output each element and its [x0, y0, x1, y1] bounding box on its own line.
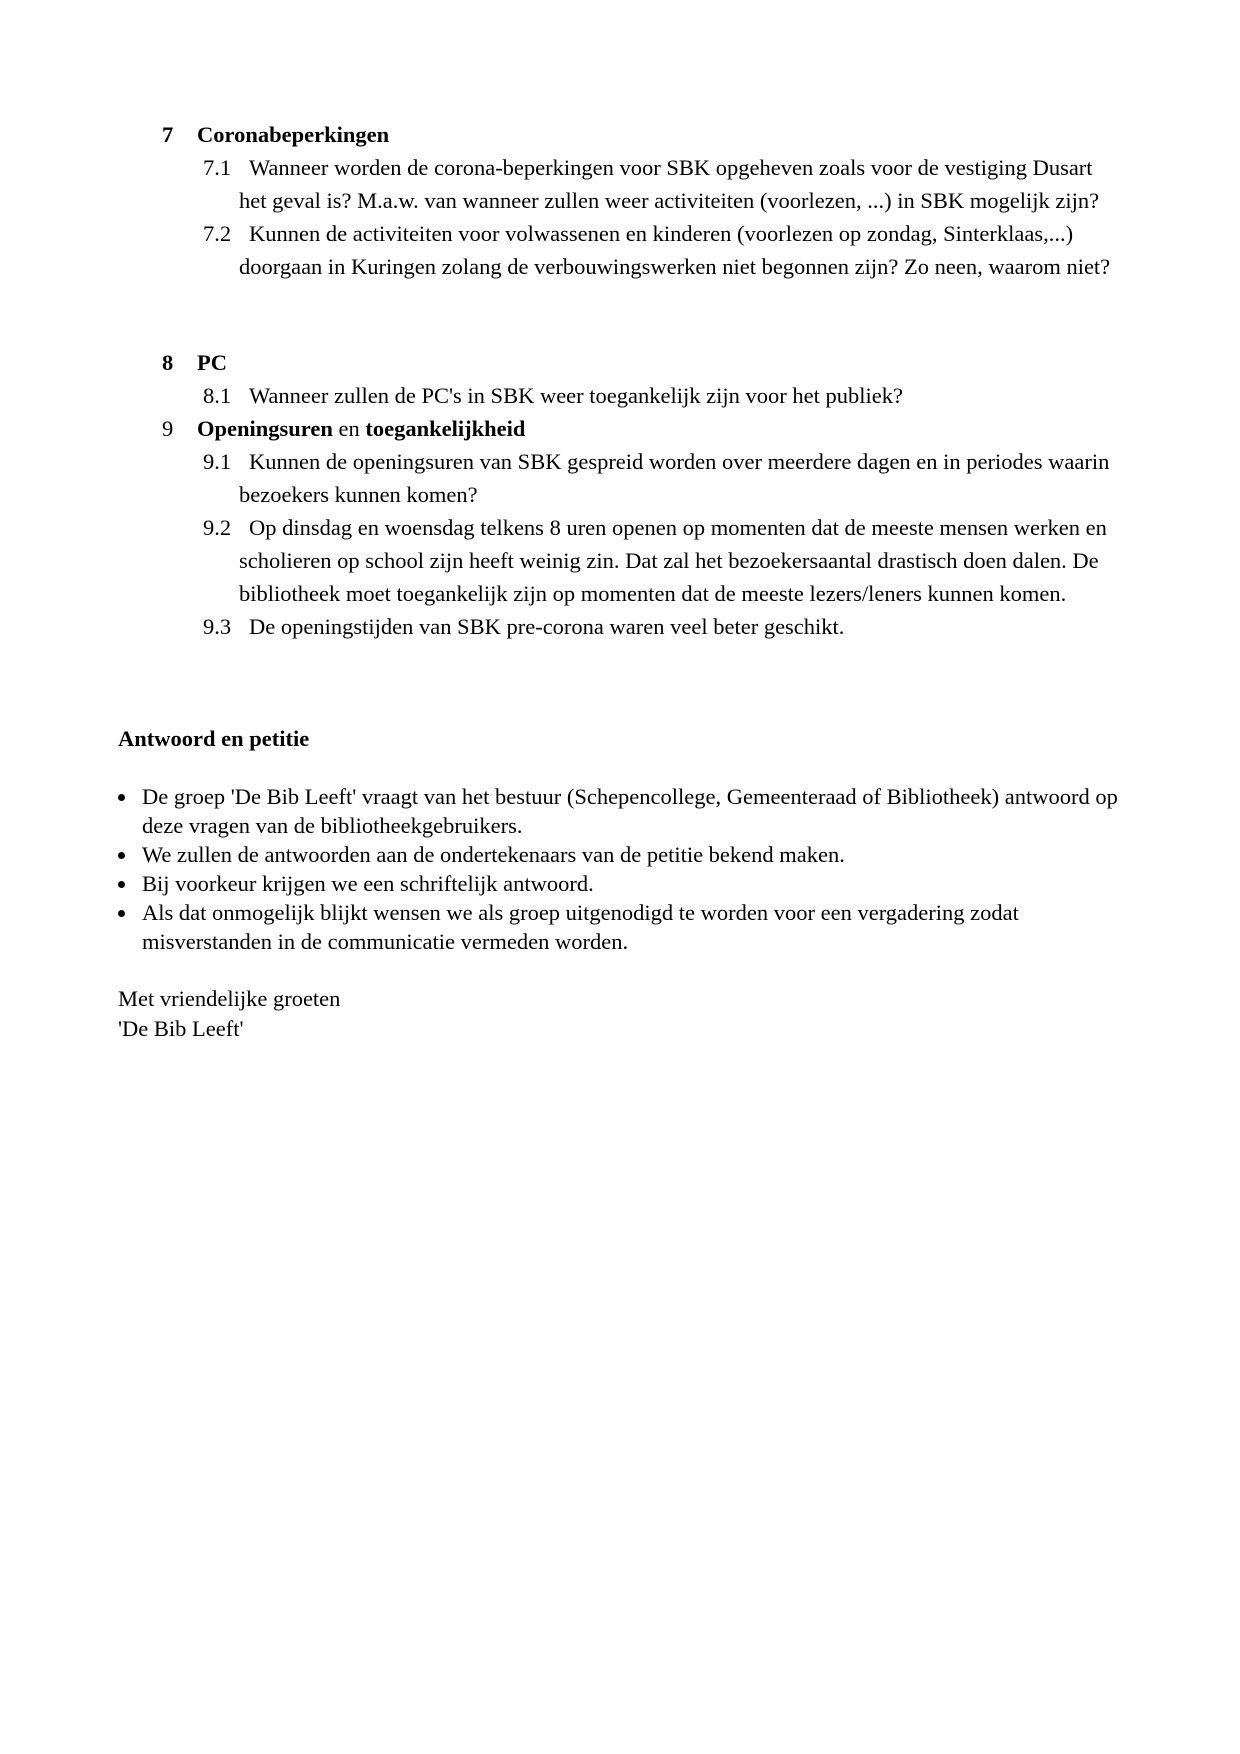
- section-heading: [162, 346, 1122, 379]
- subsection-text: [239, 151, 1122, 217]
- list-item: [118, 782, 1128, 840]
- section-title-part: toegankelijkheid: [365, 416, 526, 441]
- subsection-number: 9.1: [203, 449, 232, 474]
- section-title-part: Openingsuren: [197, 416, 333, 441]
- section-title: [197, 412, 525, 445]
- subsection-text: [239, 445, 1122, 511]
- bullet-icon: [118, 910, 125, 917]
- subsection-text-content: Op dinsdag en woensdag telkens 8 uren openen op momenten dat de meeste mensen werken en scholieren op school zijn heeft weinig zin. Dat zal het bezoekersaantal drastisch doen dalen. De bibliotheek moet toegankelijk zijn op momenten dat de meeste lezers/leners kunnen komen.: [239, 515, 1107, 606]
- subsection-text: [239, 217, 1122, 283]
- subsection-text: [239, 511, 1122, 610]
- list-item-text: Als dat onmogelijk blijkt wensen we als groep uitgenodigd te worden voor een vergadering zodat misverstanden in de communicatie vermeden worden.: [142, 900, 1019, 954]
- closing-greeting: Met vriendelijke groeten: [118, 986, 341, 1011]
- answer-bullet-list: [118, 782, 1128, 956]
- section-number: 8: [162, 350, 174, 375]
- bullet-icon: [118, 794, 125, 801]
- section-heading: [162, 412, 1122, 445]
- subsection-number: 7.2: [203, 221, 232, 246]
- list-item-text: Bij voorkeur krijgen we een schriftelijk antwoord.: [142, 871, 594, 896]
- list-item-text: De groep 'De Bib Leeft' vraagt van het bestuur (Schepencollege, Gemeenteraad of Bibliotheek) antwoord op deze vragen van de bibliotheekgebruikers.: [142, 784, 1118, 838]
- section-title: Coronabeperkingen: [197, 122, 390, 147]
- subsection-number: 9.2: [203, 515, 232, 540]
- answer-heading: Antwoord en petitie: [118, 726, 310, 751]
- section-number: 7: [162, 122, 174, 147]
- subsection-9-2: [203, 511, 1122, 610]
- section-heading: [162, 118, 1122, 151]
- subsection-9-1: [203, 445, 1122, 511]
- subsection-7-1: [203, 151, 1122, 217]
- section-title: PC: [197, 350, 227, 375]
- section-8: [162, 346, 1122, 412]
- section-7: [162, 118, 1122, 283]
- subsection-text-content: Wanneer worden de corona-beperkingen voor SBK opgeheven zoals voor de vestiging Dusart het geval is? M.a.w. van wanneer zullen weer activiteiten (voorlezen, ...) in SBK mogelijk zijn?: [239, 155, 1100, 213]
- subsection-8-1: [203, 379, 1122, 412]
- subsection-text: [239, 610, 1122, 643]
- list-item: [118, 898, 1128, 956]
- closing: [118, 984, 340, 1044]
- subsection-text: [239, 379, 1122, 412]
- subsection-text-content: Kunnen de openingsuren van SBK gespreid worden over meerdere dagen en in periodes waarin bezoekers kunnen komen?: [239, 449, 1110, 507]
- section-number: 9: [162, 416, 174, 441]
- closing-signature: 'De Bib Leeft': [118, 1016, 244, 1041]
- subsection-9-3: [203, 610, 1122, 643]
- subsection-text-content: Wanneer zullen de PC's in SBK weer toegankelijk zijn voor het publiek?: [249, 383, 903, 408]
- bullet-icon: [118, 852, 125, 859]
- section-title-part: en: [332, 416, 366, 441]
- subsection-7-2: [203, 217, 1122, 283]
- section-9: [162, 412, 1122, 643]
- subsection-number: 9.3: [203, 614, 232, 639]
- subsection-text-content: De openingstijden van SBK pre-corona waren veel beter geschikt.: [249, 614, 845, 639]
- list-item-text: We zullen de antwoorden aan de ondertekenaars van de petitie bekend maken.: [142, 842, 845, 867]
- list-item: [118, 840, 1128, 869]
- bullet-icon: [118, 881, 125, 888]
- subsection-number: 7.1: [203, 155, 232, 180]
- subsection-number: 8.1: [203, 383, 232, 408]
- list-item: [118, 869, 1128, 898]
- subsection-text-content: Kunnen de activiteiten voor volwassenen en kinderen (voorlezen op zondag, Sinterklaas,...) doorgaan in Kuringen zolang de verbouwingswerken niet begonnen zijn? Zo neen, waarom niet?: [239, 221, 1111, 279]
